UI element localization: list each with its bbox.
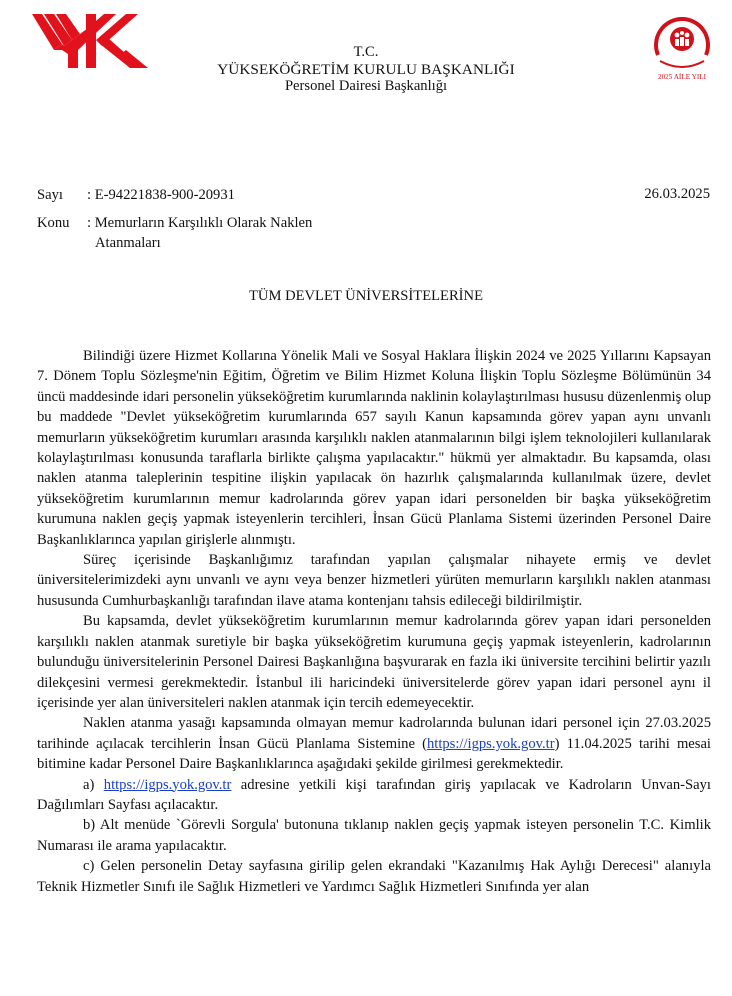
paragraph-c: c) Gelen personelin Detay sayfasına girilip gelen ekrandaki "Kazanılmış Hak Aylığı Derecesi" alanıyla Teknik Hizmetler Sınıfı ile Sağlık Hizmetleri ve Yardımcı Sağlık Hizmetleri Sınıfında yer alan [37,858,711,895]
paragraph-b: b) Alt menüde `Görevli Sorgula' butonuna tıklanıp naklen geçiş yapmak isteyen personelin T.C. Kimlik Numarası ile arama yapılacaktır. [37,817,711,854]
header-tc: T.C. [353,44,379,60]
letterhead [0,44,732,95]
paragraph-4-text-a: Naklen atanma yasağı kapsamında olmayan memur kadrolarında bulunan idari personel için 27.03.2025 tarihinde açılacak tercihlerin İnsan Gücü Planlama Sistemine ( [37,715,711,752]
paragraph-2: Süreç içerisinde Başkanlığımız tarafından yapılan çalışmalar nihayete ermiş ve devlet üniversitelerimizdeki aynı unvanlı ve aynı veya benzer hizmetleri yürüten memurların karşılıklı naklen atanması hususunda Cumhurbaşkanlığı tarafından ilave atama kontenjanı tahsis edileceği bildirilmiştir. [37,552,711,609]
igps-link-a[interactable]: https://igps.yok.gov.tr [103,776,232,793]
paragraph-a [37,775,711,816]
paragraph-3: Bu kapsamda, devlet yükseköğretim kurumlarının memur kadrolarında görev yapan idari personelden karşılıklı naklen atanmak suretiyle bir başka yükseköğretim kurumuna geçiş yapmak isteyenlerin, kadrolarının bulunduğu üniversitelerinin Personel Dairesi Başkanlığına başvurarak en fazla iki üniversite tercihini belirtir yazılı dilekçesini vermesi gerekmektedir. İstanbul ili haricindeki üniversitelerde görev yapan idari personel aynı il içerisinde yer alan üniversiteleri naklen atanmak için tercih edemeyecektir. [37,613,711,711]
addressee: TÜM DEVLET ÜNİVERSİTELERİNE [248,288,483,304]
letter-body [37,346,711,897]
paragraph-a-prefix: a) [83,776,104,793]
igps-link[interactable]: https://igps.yok.gov.tr [426,735,555,752]
konu-label: Konu [37,215,70,231]
konu-value-line2: Atanmaları [95,235,161,251]
paragraph-4-text-b: ) 11.04.2025 tarihi mesai bitimine kadar Personel Daire Başkanlıklarınca aşağıdaki şekilde girilmesi gerekmektedir. [37,735,711,773]
paragraph-a-text: adresine yetkili kişi tarafından giriş yapılacak ve Kadroların Unvan-Sayı Dağılımları Sayfası açılacaktır. [37,776,711,813]
header-institution: YÜKSEKÖĞRETİM KURULU BAŞKANLIĞI [217,61,515,78]
paragraph-4 [37,713,711,774]
konu-value-line1: : Memurların Karşılıklı Olarak Naklen [87,215,313,231]
sayi-label: Sayı [37,187,63,203]
sayi-value: : E-94221838-900-20931 [87,187,235,203]
header-department: Personel Dairesi Başkanlığı [284,78,448,94]
document-date: 26.03.2025 [644,186,710,202]
emblem-caption: 2025 AİLE YILI [657,73,707,81]
paragraph-1: Bilindiği üzere Hizmet Kollarına Yönelik Mali ve Sosyal Haklara İlişkin 2024 ve 2025 Yıllarını Kapsayan 7. Dönem Toplu Sözleşme'nin Eğitim, Öğretim ve Bilim Hizmet Koluna İlişkin Toplu Sözleşme Bölümünün 34 üncü maddesinde idari personelin yükseköğretim kurumlarında naklinin kolaylaştırılması hususu düzenlenmiş olup bu maddede "Devlet yükseköğretim kurumlarında 657 sayılı Kanun kapsamında görev yapan aynı unvanlı memurların yükseköğretim kurumları arasında karşılıklı naklen atanmalarının bilgi işlem teknolojileri kullanılarak kolaylaştırılması konusunda taraflarla birlikte çalışma yapılacaktır." hükmü yer almaktadır. Bu kapsamda, olası naklen atanma taleplerinin tespitine ilişkin yapılacak ön hazırlık çalışmalarında kullanılmak üzere, devlet yükseköğretim kurumlarının memur kadrolarında görev yapan idari personelden bir başka yükseköğretim kurumuna naklen geçiş yapmak isteyenlerin tercihleri, İnsan Gücü Planlama Sistemi üzerinden Personel Daire Başkanlıklarınca yapılan girişlerle alınmıştı. [37,348,711,548]
